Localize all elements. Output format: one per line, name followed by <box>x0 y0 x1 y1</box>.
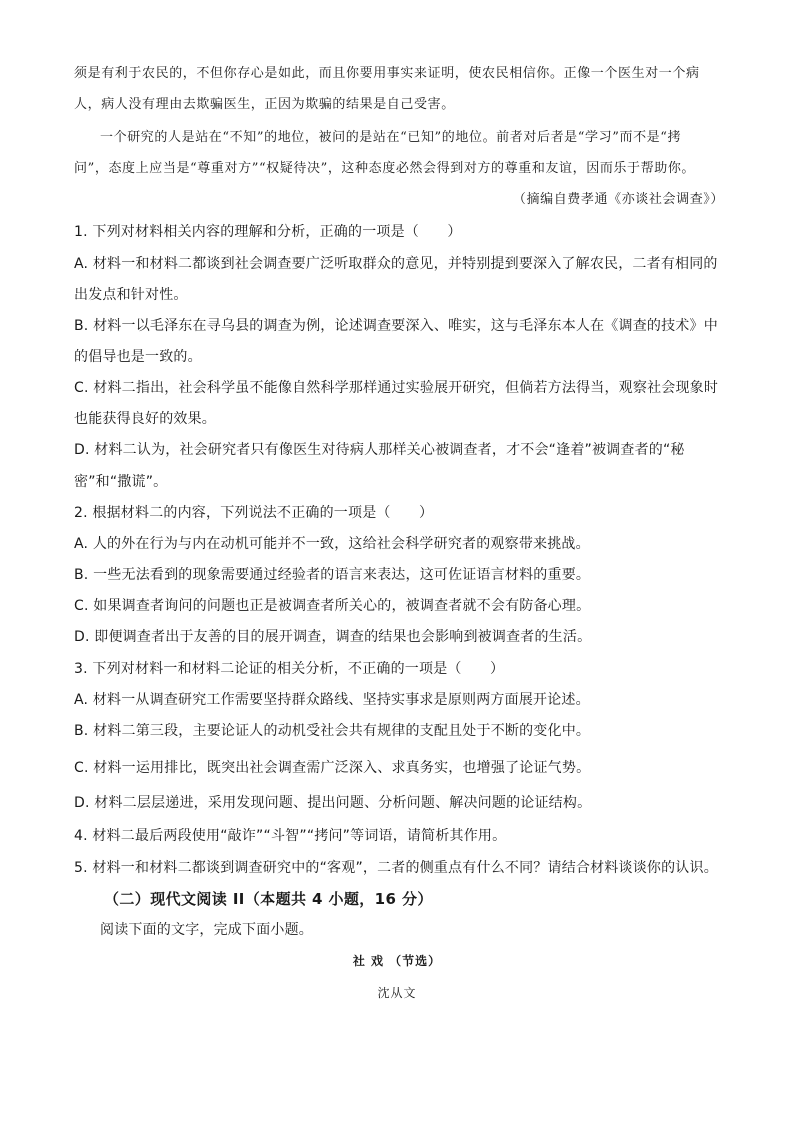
question-1-option-a-cont: 出发点和针对性。 <box>74 287 188 303</box>
question-4: 4. 材料二最后两段使用“敲诈”“斗智”“拷问”等词语，请简析其作用。 <box>74 828 507 844</box>
question-2-stem: 2. 根据材料二的内容，下列说法不正确的一项是（ ） <box>74 505 434 521</box>
question-1-option-b: B. 材料一以毛泽东在寻乌县的调查为例，论述调查要深入、唯实，这与毛泽东本人在《调查的技术》中 <box>74 318 718 334</box>
question-1-option-a: A. 材料一和材料二都谈到社会调查要广泛听取群众的意见，并特别提到要深入了解农民，二者有相同的 <box>74 256 718 272</box>
story-author: 沈从文 <box>377 986 417 1000</box>
passage-source: （摘编自费孝通《亦谈社会调查》） <box>512 192 724 207</box>
question-1-option-d: D. 材料二认为，社会研究者只有像医生对待病人那样关心被调查者，才不会“逢着”被调查者的“秘 <box>74 442 685 458</box>
question-2-option-b: B. 一些无法看到的现象需要通过经验者的语言来表达，这可佐证语言材料的重要。 <box>74 567 591 583</box>
story-title: 社 戏 （节选） <box>352 954 442 968</box>
question-1-option-b-cont: 的倡导也是一致的。 <box>74 349 202 365</box>
question-3-option-a: A. 材料一从调查研究工作需要坚持群众路线、坚持实事求是原则两方面展开论述。 <box>74 692 590 708</box>
passage-line: 人，病人没有理由去欺骗医生，正因为欺骗的结果是自己受害。 <box>74 97 455 112</box>
question-2-option-d: D. 即便调查者出于友善的目的展开调查，调查的结果也会影响到被调查者的生活。 <box>74 629 592 645</box>
question-1-option-c: C. 材料二指出，社会科学虽不能像自然科学那样通过实验展开研究，但倘若方法得当，观察社会现象时 <box>74 380 719 396</box>
question-3-stem: 3. 下列对材料一和材料二论证的相关分析，不正确的一项是（ ） <box>74 661 505 677</box>
passage-line: 问”，态度上应当是“尊重对方”“权疑待决”，这种态度必然会得到对方的尊重和友谊，因而乐于帮助你。 <box>74 161 696 176</box>
passage-line: 须是有利于农民的，不但你存心是如此，而且你要用事实来证明，使农民相信你。正像一个医生对一个病 <box>74 66 700 81</box>
question-3-option-c: C. 材料一运用排比，既突出社会调查需广泛深入、求真务实，也增强了论证气势。 <box>74 760 591 776</box>
section-instruction: 阅读下面的文字，完成下面小题。 <box>100 922 313 938</box>
passage-line: 一个研究的人是站在“不知”的地位，被问的是站在“已知”的地位。前者对后者是“学习”而不是“拷 <box>100 130 682 145</box>
question-1-option-d-cont: 密”和“撒谎”。 <box>74 474 168 490</box>
question-2-option-c: C. 如果调查者询问的问题也正是被调查者所关心的，被调查者就不会有防备心理。 <box>74 598 591 614</box>
question-1-stem: 1. 下列对材料相关内容的理解和分析，正确的一项是（ ） <box>74 224 462 240</box>
question-2-option-a: A. 人的外在行为与内在动机可能并不一致，这给社会科学研究者的观察带来挑战。 <box>74 536 590 552</box>
question-5: 5. 材料一和材料二都谈到调查研究中的“客观”，二者的侧重点有什么不同？请结合材料谈谈你的认识。 <box>74 860 718 876</box>
section-heading: （二）现代文阅读 II（本题共 4 小题，16 分） <box>104 890 433 908</box>
question-3-option-b: B. 材料二第三段，主要论证人的动机受社会共有规律的支配且处于不断的变化中。 <box>74 723 591 739</box>
question-3-option-d: D. 材料二层层递进，采用发现问题、提出问题、分析问题、解决问题的论证结构。 <box>74 795 592 811</box>
question-1-option-c-cont: 也能获得良好的效果。 <box>74 411 216 427</box>
